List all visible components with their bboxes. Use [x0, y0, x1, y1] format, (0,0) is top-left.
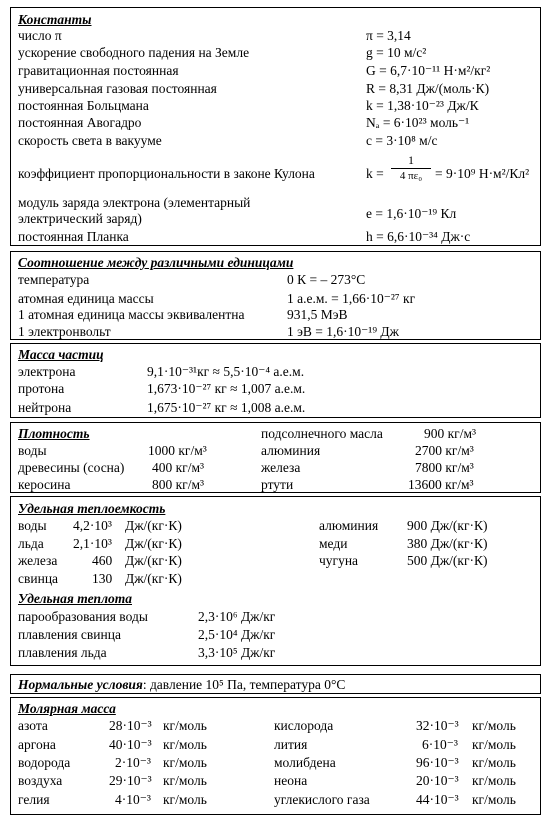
density-label: керосина	[18, 477, 71, 492]
constants-box	[10, 7, 541, 246]
const-value: π = 3,14	[366, 28, 411, 43]
const-label: скорость света в вакууме	[18, 133, 162, 148]
units-value: 1 а.е.м. = 1,66·10⁻²⁷ кг	[287, 291, 416, 306]
units-value: 931,5 МэВ	[287, 307, 348, 322]
molar-num: 96·10⁻³	[416, 755, 459, 770]
spec-heat-value: 2,5·10⁴ Дж/кг	[198, 627, 276, 642]
const-label: гравитационная постоянная	[18, 63, 179, 78]
const-value: e = 1,6·10⁻¹⁹ Кл	[366, 206, 457, 221]
molar-label: водорода	[18, 755, 71, 770]
heat-num: 130	[92, 571, 113, 586]
heat-num: 4,2·10³	[73, 518, 112, 533]
const-label: коэффициент пропорциональности в законе Кулона	[18, 166, 315, 181]
const-value: Nₐ = 6·10²³ моль⁻¹	[366, 115, 470, 130]
spec-heat-label: плавления свинца	[18, 627, 121, 642]
molar-unit: кг/моль	[472, 773, 516, 788]
molar-num: 20·10⁻³	[416, 773, 459, 788]
heat-unit: Дж/(кг·К)	[125, 553, 182, 568]
molar-unit: кг/моль	[163, 792, 207, 807]
density-value: 400 кг/м³	[152, 460, 205, 475]
const-value: h = 6,6·10⁻³⁴ Дж·с	[366, 229, 471, 244]
molar-label: аргона	[18, 737, 56, 752]
heat-unit: Дж/(кг·К)	[125, 536, 182, 551]
const-value: R = 8,31 Дж/(моль·К)	[366, 81, 490, 96]
molar-num: 2·10⁻³	[115, 755, 151, 770]
units-box	[10, 251, 541, 340]
density-value: 900 кг/м³	[424, 426, 477, 441]
const-value: g = 10 м/с²	[366, 45, 427, 60]
heat-num: 460	[92, 553, 113, 568]
molar-num: 4·10⁻³	[115, 792, 151, 807]
mass-label: нейтрона	[18, 400, 72, 415]
molar-num: 32·10⁻³	[416, 718, 459, 733]
const-value: c = 3·10⁸ м/с	[366, 133, 438, 148]
molar-num: 40·10⁻³	[109, 737, 152, 752]
heat-label: свинца	[18, 571, 59, 586]
density-box	[10, 422, 541, 493]
masses-title: Масса частиц	[18, 347, 104, 362]
mass-value: 1,673·10⁻²⁷ кг ≈ 1,007 а.е.м.	[147, 381, 306, 396]
specific-heat-title: Удельная теплота	[18, 591, 132, 606]
masses-box	[10, 343, 541, 418]
units-label: 1 электронвольт	[18, 324, 111, 339]
molar-num: 6·10⁻³	[422, 737, 458, 752]
heat-value: 380 Дж/(кг·К)	[407, 536, 488, 551]
heat-label: чугуна	[319, 553, 359, 568]
molar-unit: кг/моль	[163, 718, 207, 733]
constants-title: Константы	[18, 12, 92, 27]
density-value: 13600 кг/м³	[408, 477, 474, 492]
units-value: 1 эВ = 1,6·10⁻¹⁹ Дж	[287, 324, 399, 339]
fraction-denominator: 4 πε₀	[399, 170, 423, 182]
units-label: 1 атомная единица массы эквивалентна	[18, 307, 245, 322]
molar-unit: кг/моль	[472, 737, 516, 752]
density-label: подсолнечного масла	[261, 426, 383, 441]
heat-unit: Дж/(кг·К)	[125, 518, 182, 533]
heat-unit: Дж/(кг·К)	[125, 571, 182, 586]
normal-title: Нормальные условия	[18, 677, 143, 692]
density-label: железа	[261, 460, 301, 475]
fraction-numerator: 1	[408, 153, 414, 167]
density-title: Плотность	[18, 426, 90, 441]
density-label: воды	[18, 443, 47, 458]
molar-title: Молярная масса	[18, 701, 116, 716]
spec-heat-label: плавления льда	[18, 645, 107, 660]
molar-label: углекислого газа	[274, 792, 370, 807]
heat-box	[10, 496, 541, 666]
molar-label: кислорода	[274, 718, 334, 733]
density-label: древесины (сосна)	[18, 460, 125, 475]
normal-conditions	[18, 678, 345, 692]
mass-value: 1,675·10⁻²⁷ кг ≈ 1,008 а.е.м.	[147, 400, 306, 415]
heat-value: 900 Дж/(кг·К)	[407, 518, 488, 533]
spec-heat-value: 3,3·10⁵ Дж/кг	[198, 645, 276, 660]
molar-unit: кг/моль	[163, 737, 207, 752]
units-label: атомная единица массы	[18, 291, 154, 306]
density-label: алюминия	[261, 443, 321, 458]
heat-label: алюминия	[319, 518, 379, 533]
molar-label: воздуха	[18, 773, 63, 788]
molar-label: лития	[274, 737, 308, 752]
molar-unit: кг/моль	[163, 773, 207, 788]
molar-unit: кг/моль	[472, 718, 516, 733]
molar-num: 44·10⁻³	[416, 792, 459, 807]
molar-num: 29·10⁻³	[109, 773, 152, 788]
heat-value: 500 Дж/(кг·К)	[407, 553, 488, 568]
heat-label: меди	[319, 536, 348, 551]
heat-num: 2,1·10³	[73, 536, 112, 551]
mass-label: протона	[18, 381, 65, 396]
const-label: универсальная газовая постоянная	[18, 81, 217, 96]
const-value: k = 1,38·10⁻²³ Дж/К	[366, 98, 479, 113]
molar-label: неона	[274, 773, 308, 788]
spec-heat-value: 2,3·10⁶ Дж/кг	[198, 609, 276, 624]
units-title: Соотношение между различными единицами	[18, 255, 294, 270]
coulomb-k: k =	[366, 166, 384, 181]
spec-heat-label: парообразования воды	[18, 609, 148, 624]
const-label: электрический заряд)	[18, 211, 142, 226]
molar-label: гелия	[18, 792, 50, 807]
const-label: постоянная Авогадро	[18, 115, 142, 130]
density-value: 800 кг/м³	[152, 477, 205, 492]
units-label: температура	[18, 272, 90, 287]
molar-unit: кг/моль	[472, 792, 516, 807]
const-value: G = 6,7·10⁻¹¹ Н·м²/кг²	[366, 63, 491, 78]
molar-unit: кг/моль	[472, 755, 516, 770]
const-label: постоянная Планка	[18, 229, 129, 244]
heat-label: железа	[18, 553, 58, 568]
density-value: 7800 кг/м³	[415, 460, 474, 475]
heat-label: льда	[18, 536, 44, 551]
molar-label: молибдена	[274, 755, 336, 770]
molar-unit: кг/моль	[163, 755, 207, 770]
mass-value: 9,1·10⁻³¹кг ≈ 5,5·10⁻⁴ а.е.м.	[147, 364, 305, 379]
density-value: 1000 кг/м³	[148, 443, 207, 458]
const-label: число π	[18, 28, 62, 43]
normal-box	[10, 674, 541, 694]
const-label: ускорение свободного падения на Земле	[18, 45, 250, 60]
coulomb-value: = 9·10⁹ Н·м²/Кл²	[435, 166, 530, 181]
heat-label: воды	[18, 518, 47, 533]
fraction-bar	[391, 168, 431, 169]
density-value: 2700 кг/м³	[415, 443, 474, 458]
molar-box	[10, 697, 541, 815]
molar-num: 28·10⁻³	[109, 718, 152, 733]
normal-text: : давление 10⁵ Па, температура 0°С	[142, 677, 346, 692]
coulomb-fraction	[391, 154, 431, 182]
const-label: модуль заряда электрона (элементарный	[18, 195, 251, 210]
mass-label: электрона	[18, 364, 76, 379]
heat-capacity-title: Удельная теплоемкость	[18, 501, 166, 516]
units-value: 0 К = – 273°С	[287, 272, 366, 287]
const-label: постоянная Больцмана	[18, 98, 149, 113]
density-label: ртути	[261, 477, 294, 492]
molar-label: азота	[18, 718, 48, 733]
